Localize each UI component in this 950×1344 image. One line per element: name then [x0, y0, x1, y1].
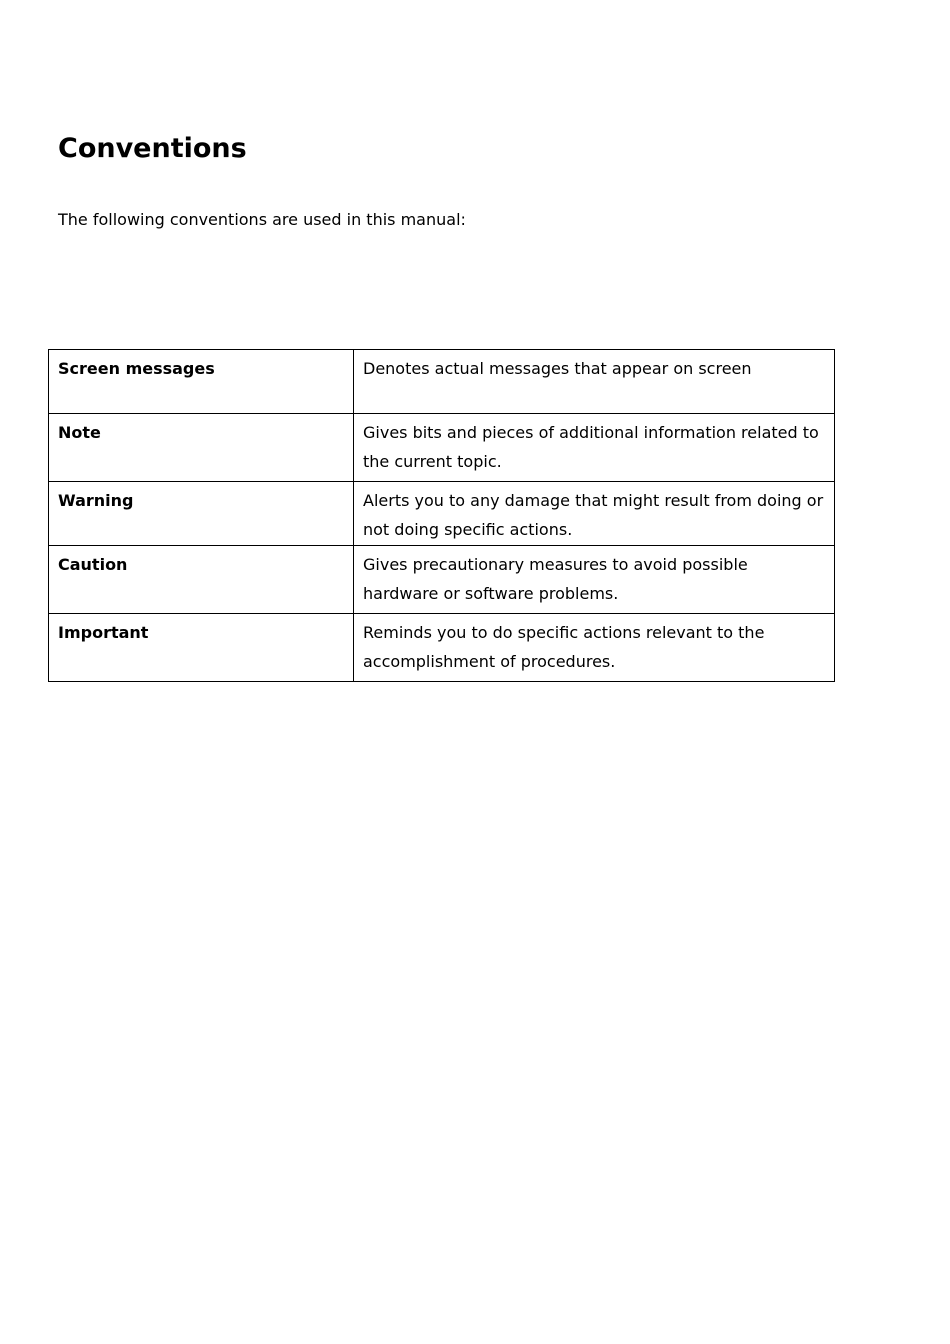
convention-term: Important: [49, 614, 354, 682]
table-row: [49, 482, 835, 546]
page-title: Conventions: [58, 133, 247, 164]
convention-term: Screen messages: [49, 350, 354, 414]
intro-text: The following conventions are used in this manual:: [58, 210, 466, 229]
convention-description: Gives bits and pieces of additional information related to the current topic.: [354, 414, 835, 482]
convention-term: Note: [49, 414, 354, 482]
convention-description: Alerts you to any damage that might result from doing or not doing specific actions.: [354, 482, 835, 546]
convention-description: Gives precautionary measures to avoid possible hardware or software problems.: [354, 546, 835, 614]
convention-term: Caution: [49, 546, 354, 614]
conventions-table: [48, 349, 835, 682]
table-row: [49, 414, 835, 482]
convention-description: Denotes actual messages that appear on screen: [354, 350, 835, 414]
table-row: [49, 546, 835, 614]
convention-term: Warning: [49, 482, 354, 546]
convention-description: Reminds you to do specific actions relevant to the accomplishment of procedures.: [354, 614, 835, 682]
table-row: [49, 350, 835, 414]
table-row: [49, 614, 835, 682]
